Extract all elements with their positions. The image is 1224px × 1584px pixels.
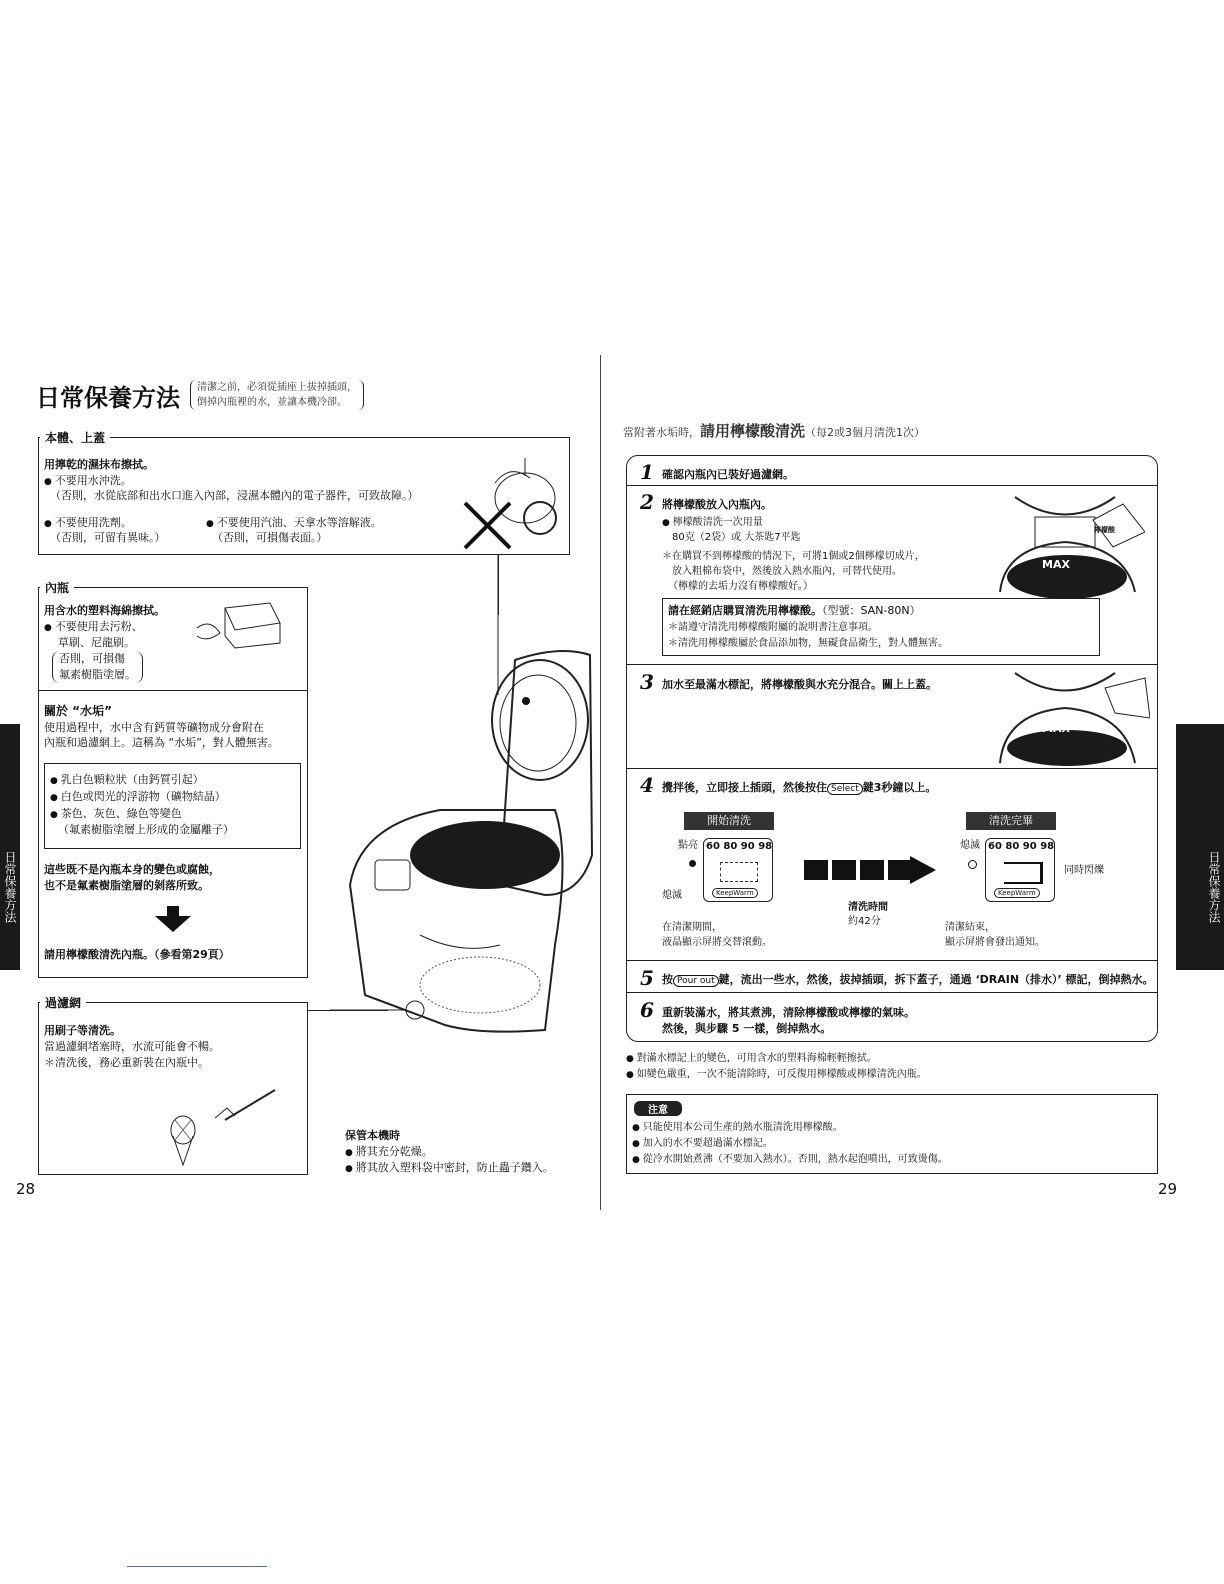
lcd-segment	[720, 862, 758, 882]
caution-item: ● 只能使用本公司生產的熱水瓶清洗用檸檬酸。	[632, 1120, 843, 1136]
divider	[626, 768, 1158, 769]
citric-acid-illustration	[995, 492, 1145, 600]
filter-line: ＊清洗後，務必重新裝在內瓶中。	[44, 1056, 209, 1069]
section-header-body: 本體、上蓋	[40, 429, 110, 446]
scale-type: ● 白色或閃光的浮游物（礦物結晶）	[50, 789, 226, 806]
inner-lead: 用含水的塑料海綿擦拭。	[44, 604, 165, 617]
start-label: 開始清洗	[684, 812, 774, 830]
max-mark: MAX	[1042, 558, 1070, 571]
step-text-a: 攪拌後，立即接上插頭，然後按住	[662, 781, 827, 794]
no-wash-illustration	[455, 458, 565, 553]
fill-water-illustration	[995, 668, 1150, 766]
filter-lead: 用刷子等清洗。	[44, 1024, 121, 1037]
intro-big: 請用檸檬酸清洗	[700, 422, 806, 440]
storage-item: ● 將其充分乾燥。	[345, 1144, 433, 1161]
scale-footer: 也不是氟素樹脂塗層的剝落所致。	[44, 879, 209, 892]
side-tab-label: 日常保養方法	[1207, 851, 1221, 923]
divider	[38, 437, 570, 438]
body-item: ● 不要使用汽油、天拿水等溶解液。	[206, 515, 382, 532]
pour-button-ref: Pour out	[673, 975, 719, 987]
body-item: ● 不要用水沖洗。	[44, 473, 132, 490]
sponge-illustration	[195, 598, 290, 653]
body-lead: 用擰乾的濕抹布擦拭。	[44, 458, 154, 471]
intro-small: 當附著水垢時，	[623, 426, 700, 439]
during-text: 液晶顯示屏將交替滾動。	[662, 937, 772, 948]
side-tab-label: 日常保養方法	[3, 851, 17, 923]
storage-item: ● 將其放入塑料袋中密封，防止蟲子鑽入。	[345, 1160, 554, 1177]
section-header-filter: 過濾網	[40, 994, 86, 1011]
divider	[626, 485, 1158, 486]
step2-note: （檸檬的去垢力沒有檸檬酸好。）	[668, 581, 813, 592]
step-text: 加水至最滿水標記，將檸檬酸與水充分混合。關上上蓋。	[662, 678, 937, 691]
lcd-timer: 60 80 90 98	[706, 841, 773, 852]
inner-note-line: 氟素樹脂塗層。	[59, 668, 136, 681]
end-text: 清潔結束，	[945, 922, 995, 933]
step2-bullet: ● 檸檬酸清洗一次用量	[662, 515, 763, 531]
select-button-ref: Select	[827, 783, 863, 795]
purchase-text: 請在經銷店購買清洗用檸檬酸。	[668, 604, 822, 617]
packet-label: 檸檬酸	[1094, 526, 1115, 534]
purchase-model: （型號：SAN-80N）	[822, 604, 921, 617]
scale-title: 關於 “水垢”	[44, 704, 112, 718]
step-text-a: 按	[662, 973, 673, 986]
body-note: （否則，可留有異味。）	[50, 531, 166, 544]
page-title: 日常保養方法	[36, 384, 180, 412]
scale-type: ● 乳白色顆粒狀（由鈣質引起）	[50, 772, 204, 789]
purchase-line	[668, 602, 921, 618]
scale-footer: 這些既不是內瓶本身的變色或腐蝕，	[44, 863, 220, 876]
divider	[626, 664, 1158, 665]
step2-amount: 80克（2袋）或 大茶匙7平匙	[672, 532, 801, 543]
inner-note-line: 否則，可損傷	[59, 652, 125, 665]
step-number: 2	[640, 490, 654, 514]
filter-line: 當過濾網堵塞時，水流可能會不暢。	[44, 1040, 220, 1053]
caution-label: 注意	[634, 1101, 682, 1116]
divider	[38, 690, 308, 691]
after-note: ● 如變色嚴重，一次不能清除時，可反復用檸檬酸或檸檬清洗內瓶。	[626, 1067, 927, 1083]
max-mark: MAX	[1042, 722, 1070, 735]
side-tab	[1176, 724, 1224, 970]
end-label: 清洗完畢	[966, 812, 1056, 830]
divider	[38, 587, 308, 588]
side-tab	[0, 724, 20, 970]
progress-arrow-icon	[804, 856, 936, 884]
intro	[623, 420, 925, 441]
title-note	[190, 380, 364, 410]
lit-dot	[689, 860, 696, 867]
intro-note: （每2或3個月清洗1次）	[805, 426, 926, 439]
time-title: 清洗時間	[848, 902, 888, 913]
body-note: （否則，水從底部和出水口進入內部，浸濕本體內的電子器件，可致故障。）	[50, 489, 419, 502]
inner-item: ● 不要使用去污粉、	[44, 619, 143, 636]
step-text	[662, 779, 936, 795]
step-number: 5	[640, 966, 654, 990]
footer-rule	[127, 1566, 267, 1567]
end-text: 顯示屏將會發出通知。	[945, 937, 1045, 948]
lcd-timer: 60 80 90 98	[988, 841, 1055, 852]
step-text-b: 鍵，流出一些水，然後，拔掉插頭，拆下蓋子，通過 ‘DRAIN（排水）’ 標記，倒掉熱水。	[718, 973, 1154, 986]
brush-filter-illustration	[155, 1080, 285, 1170]
during-text: 在清潔期間，	[662, 922, 722, 933]
caution-item: ● 加入的水不要超過滿水標記。	[632, 1136, 773, 1152]
step2-note: 放入粗棉布袋中，然後放入熱水瓶內，可替代使用。	[672, 566, 902, 577]
step-number: 1	[640, 460, 654, 484]
title-note-line: 清潔之前，必須從插座上拔掉插頭，	[197, 382, 357, 393]
step-text-b: 鍵3秒鐘以上。	[862, 781, 937, 794]
page-number: 28	[16, 1180, 36, 1198]
body-note: （否則，可損傷表面。）	[212, 531, 328, 544]
inner-item-cont: 草刷、尼龍刷。	[58, 636, 135, 649]
step-text: 重新裝滿水，將其煮沸，清除檸檬酸或檸檬的氣味。	[662, 1006, 915, 1019]
arrow-down-icon	[155, 906, 191, 932]
off-dot	[968, 860, 977, 869]
divider	[626, 960, 1158, 961]
lit-label: 點亮	[678, 840, 698, 851]
off-label: 熄滅	[662, 890, 682, 901]
step-text	[662, 971, 1154, 987]
scale-desc: 使用過程中，水中含有鈣質等礦物成分會附在	[44, 721, 264, 734]
keep-warm-end: KeepWarm	[994, 888, 1040, 898]
inner-note	[52, 651, 143, 683]
step-number: 4	[640, 773, 654, 797]
purchase-note: ＊清洗用檸檬酸屬於食品添加物，無礙食品衛生，對人體無害。	[668, 638, 948, 649]
page-number: 29	[1158, 1180, 1178, 1198]
step-number: 3	[640, 670, 654, 694]
step2-note: ＊在購買不到檸檬酸的情況下，可將1個或2個檸檬切成片，	[662, 551, 925, 562]
leader-line	[308, 1010, 388, 1011]
body-item: ● 不要使用洗劑。	[44, 515, 132, 532]
step-text: 確認內瓶內已裝好過濾網。	[662, 468, 794, 481]
title-note-line: 倒掉內瓶裡的水，並讓本機冷卻。	[197, 397, 347, 408]
off-label: 熄滅	[960, 840, 980, 851]
step-text: 將檸檬酸放入內瓶內。	[662, 498, 772, 511]
divider	[626, 992, 1158, 993]
keep-warm-start: KeepWarm	[712, 888, 758, 898]
blink-label: 同時閃爍	[1064, 865, 1104, 876]
storage-title: 保管本機時	[345, 1129, 400, 1142]
kettle-illustration	[330, 555, 595, 1050]
section-header-inner: 內瓶	[40, 579, 74, 596]
scale-action: 請用檸檬酸清洗內瓶。（參看第29頁）	[44, 948, 230, 961]
purchase-note: ＊請遵守清洗用檸檬酸附屬的說明書注意事項。	[668, 622, 878, 633]
scale-type-note: （氟素樹脂塗層上形成的金屬離子）	[58, 823, 234, 836]
scale-type: ● 茶色、灰色、綠色等變色	[50, 806, 182, 823]
step-text: 然後，與步驟 5 一樣，倒掉熱水。	[662, 1022, 832, 1035]
scale-desc: 內瓶和過濾網上。這稱為 “水垢”，對人體無害。	[44, 736, 279, 749]
step-number: 6	[640, 998, 654, 1022]
leader-line	[498, 555, 499, 615]
caution-item: ● 從冷水開始煮沸（不要加入熱水）。否則，熱水起泡噴出，可致燙傷。	[632, 1152, 948, 1168]
after-note: ● 對滿水標記上的變色，可用含水的塑料海棉輕輕擦拭。	[626, 1051, 877, 1067]
page-gutter	[600, 355, 601, 1210]
time-value: 約42分	[848, 916, 881, 927]
lcd-segment	[1004, 862, 1043, 884]
